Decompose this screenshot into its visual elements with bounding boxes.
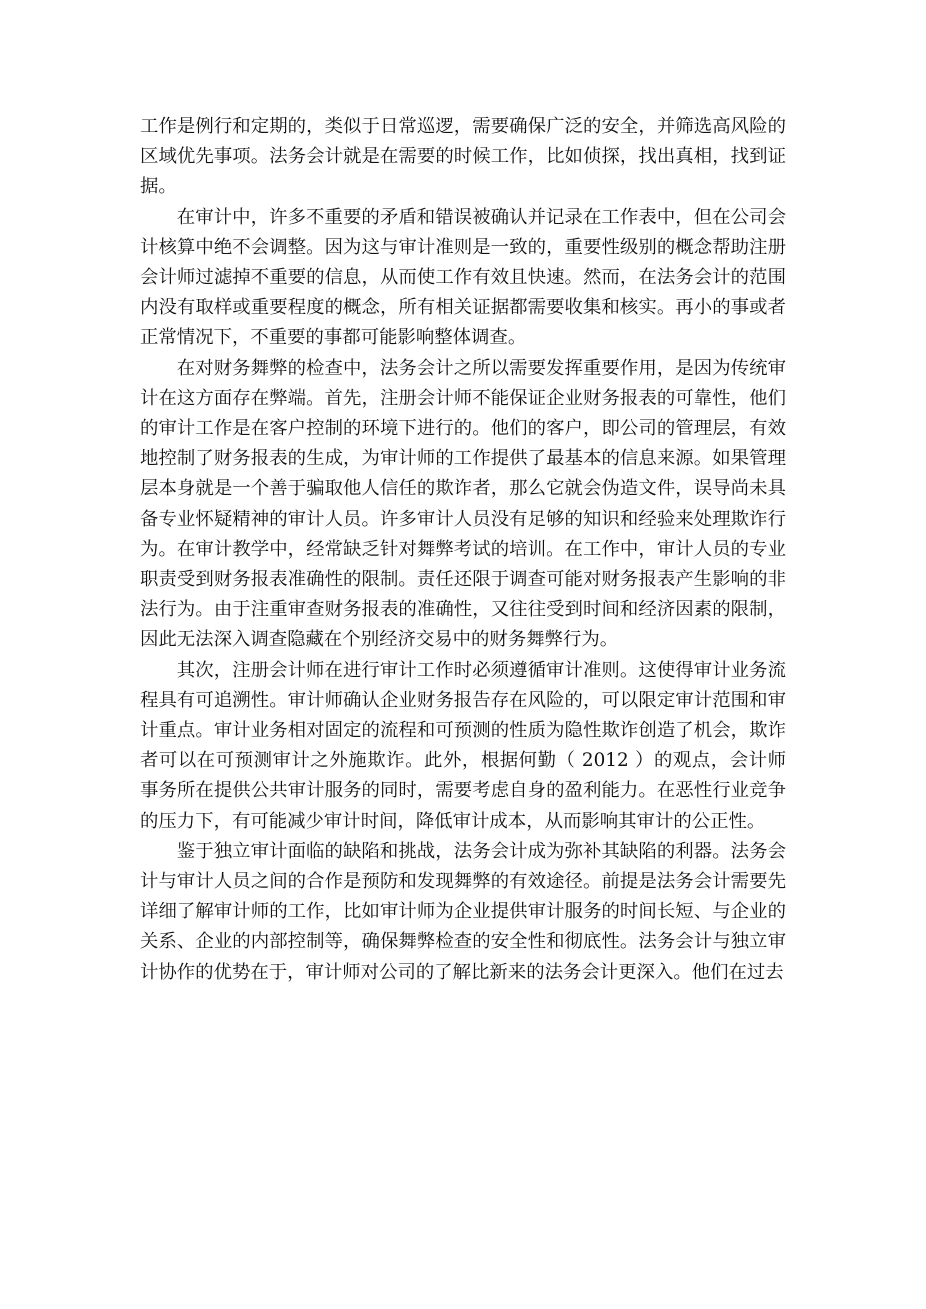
paragraph-3: 在对财务舞弊的检查中，法务会计之所以需要发挥重要作用，是因为传统审计在这方面存在弊端。首先，注册会计师不能保证企业财务报表的可靠性，他们的审计工作是在客户控制的环境下进行的。他们的客户，即公司的管理层，有效地控制了财务报表的生成，为审计师的工作提供了最基本的信息来源。如果管理层本身就是一个善于骗取他人信任的欺诈者，那么它就会伪造文件，误导尚未具备专业怀疑精神的审计人员。许多审计人员没有足够的知识和经验来处理欺诈行为。在审计教学中，经常缺乏针对舞弊考试的培训。在工作中，审计人员的专业职责受到财务报表准确性的限制。责任还限于调查可能对财务报表产生影响的非法行为。由于注重审查财务报表的准确性，又往往受到时间和经济因素的限制，因此无法深入调查隐藏在个别经济交易中的财务舞弊行为。 [140,357,786,651]
document-page [140,112,786,988]
paragraph-5: 鉴于独立审计面临的缺陷和挑战，法务会计成为弥补其缺陷的利器。法务会计与审计人员之间的合作是预防和发现舞弊的有效途径。前提是法务会计需要先详细了解审计师的工作，比如审计师为企业提供审计服务的时间长短、与企业的关系、企业的内部控制等，确保舞弊检查的安全性和彻底性。法务会计与独立审计协作的优势在于，审计师对公司的了解比新来的法务会计更深入。他们在过去 [140,840,786,983]
paragraph-4: 其次，注册会计师在进行审计工作时必须遵循审计准则。这使得审计业务流程具有可追溯性。审计师确认企业财务报告存在风险的，可以限定审计范围和审计重点。审计业务相对固定的流程和可预测的性质为隐性欺诈创造了机会，欺诈者可以在可预测审计之外施欺诈。此外，根据何勤（ 2012 ）的观点，会计师事务所在提供公共审计服务的同时，需要考虑自身的盈利能力。在恶性行业竞争的压力下，有可能减少审计时间，降低审计成本，从而影响其审计的公正性。 [140,659,786,832]
paragraph-1: 工作是例行和定期的，类似于日常巡逻，需要确保广泛的安全，并筛选高风险的区域优先事项。法务会计就是在需要的时候工作，比如侦探，找出真相，找到证据。 [140,116,786,198]
paragraph-2: 在审计中，许多不重要的矛盾和错误被确认并记录在工作表中，但在公司会计核算中绝不会调整。因为这与审计准则是一致的，重要性级别的概念帮助注册会计师过滤掉不重要的信息，从而使工作有效且快速。然而，在法务会计的范围内没有取样或重要程度的概念，所有相关证据都需要收集和核实。再小的事或者正常情况下，不重要的事都可能影响整体调查。 [140,206,786,349]
